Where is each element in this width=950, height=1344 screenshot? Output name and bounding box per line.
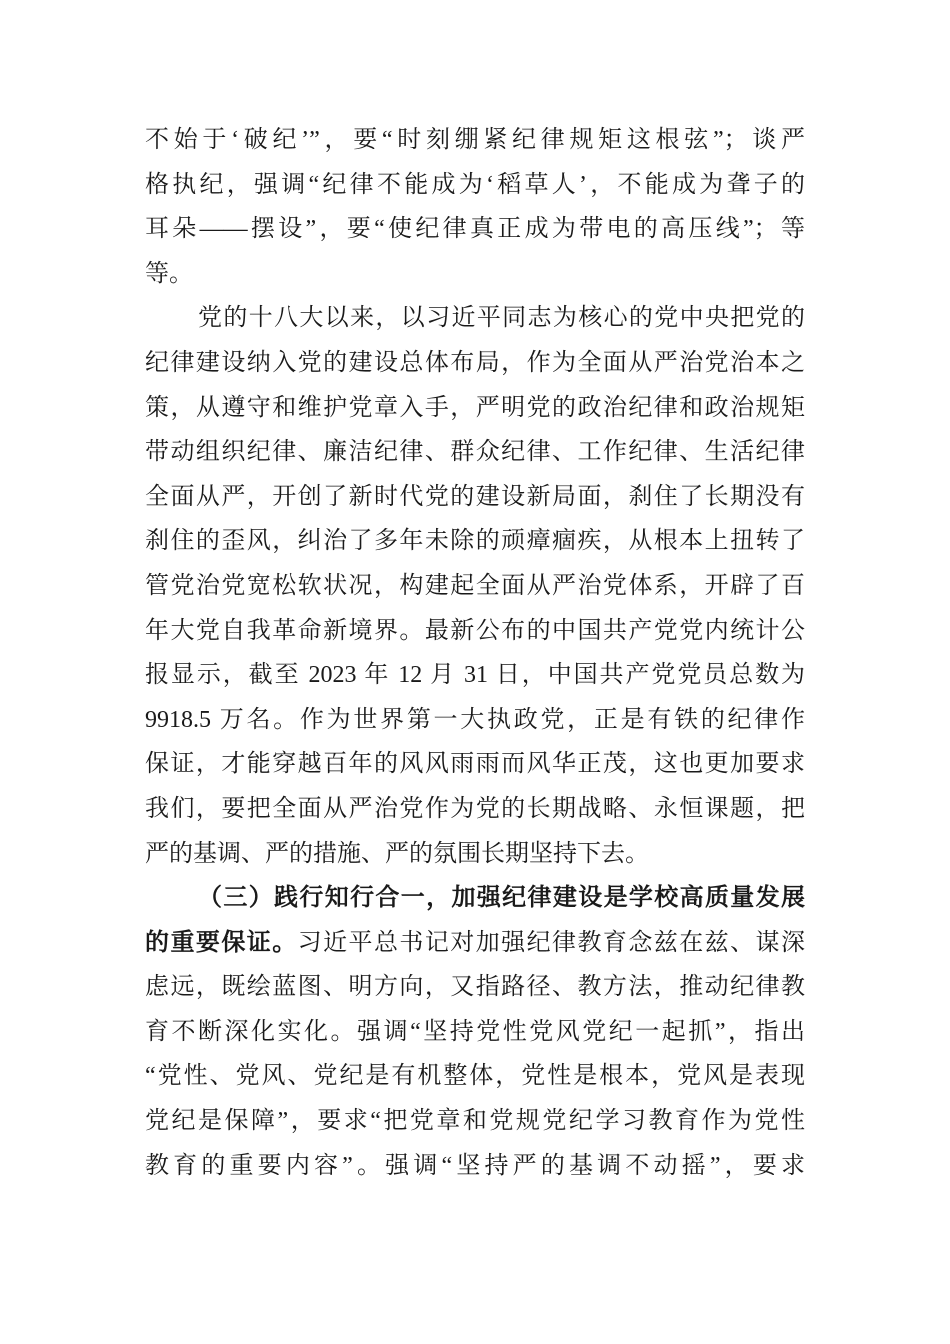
text-line: 虑远，既绘蓝图、明方向，又指路径、教方法，推动纪律教: [145, 974, 805, 1001]
paragraph-2: [145, 296, 805, 876]
section-heading-line: （三）践行知行合一，加强纪律建设是学校高质量发展: [198, 885, 805, 912]
text-segment: 习近平总书记对加强纪律教育念兹在兹、谋深: [297, 929, 805, 956]
text-line: 全面从严，开创了新时代党的建设新局面，刹住了长期没有: [145, 483, 805, 510]
paragraph-1: [145, 118, 805, 296]
text-line: 格执纪，强调“纪律不能成为‘稻草人’，不能成为聋子的: [145, 171, 805, 198]
section-heading-tail: 的重要保证。: [145, 929, 298, 956]
text-line: 管党治党宽松软状况，构建起全面从严治党体系，开辟了百: [145, 572, 805, 599]
text-line: 党纪是保障”，要求“把党章和党规党纪学习教育作为党性: [145, 1108, 805, 1135]
text-line: 严的基调、严的措施、严的氛围长期坚持下去。: [145, 840, 649, 867]
text-line: 9918.5 万名。作为世界第一大执政党，正是有铁的纪律作: [145, 706, 805, 733]
text-line: 策，从遵守和维护党章入手，严明党的政治纪律和政治规矩: [145, 394, 805, 421]
text-line: 纪律建设纳入党的建设总体布局，作为全面从严治党治本之: [145, 349, 805, 376]
text-line: 不始于‘破纪’”，要“时刻绷紧纪律规矩这根弦”；谈严: [145, 127, 805, 153]
text-line: 我们，要把全面从严治党作为党的长期战略、永恒课题，把: [145, 795, 805, 822]
text-line: [145, 921, 805, 966]
paragraph-3: [145, 876, 805, 1188]
text-line: 耳朵——摆设”，要“使纪律真正成为带电的高压线”；等: [145, 216, 805, 243]
text-line: 刹住的歪风，纠治了多年未除的顽瘴痼疾，从根本上扭转了: [145, 528, 805, 555]
text-line: 报显示，截至 2023 年 12 月 31 日，中国共产党党员总数为: [145, 662, 805, 689]
text-line: 保证，才能穿越百年的风风雨雨而风华正茂，这也更加要求: [145, 751, 805, 778]
text-line: 等。: [145, 260, 193, 287]
text-line: 党的十八大以来，以习近平同志为核心的党中央把党的: [198, 305, 805, 332]
document-page: [145, 118, 805, 1188]
text-line: 育不断深化实化。强调“坚持党性党风党纪一起抓”，指出: [145, 1018, 805, 1045]
text-line: 带动组织纪律、廉洁纪律、群众纪律、工作纪律、生活纪律: [145, 439, 805, 466]
text-line: 教育的重要内容”。强调“坚持严的基调不动摇”，要求: [145, 1152, 805, 1179]
text-line: 年大党自我革命新境界。最新公布的中国共产党党内统计公: [145, 617, 805, 644]
text-line: “党性、党风、党纪是有机整体，党性是根本，党风是表现: [145, 1063, 805, 1090]
